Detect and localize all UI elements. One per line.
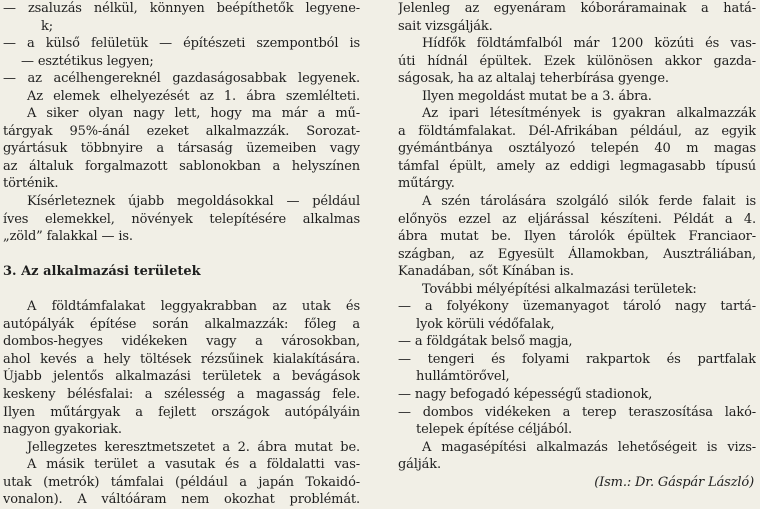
left-column [3, 0, 360, 509]
text-line: További mélyépítési alkalmazási területek: [422, 281, 697, 297]
text-line: dombos-hegyes vidékeken vagy a városokban, [3, 334, 360, 350]
text-line: Hídfők földtámfalból már 1200 közúti és vas- [422, 36, 756, 52]
text-line: nagyon gyakoriak. [3, 422, 122, 438]
text-line: A siker olyan nagy lett, hogy ma már a mű- [27, 106, 360, 122]
text-line: A földtámfalakat leggyakrabban az utak és [27, 299, 360, 315]
text-line: szágban, az Egyesült Államokban, Ausztráliában, [398, 246, 756, 262]
text-line [3, 246, 360, 264]
text-line: ahol kevés a hely töltések rézsűinek kialakítására. [3, 351, 360, 367]
text-line: előnyös ezzel az eljárással készíteni. Példát a 4. [398, 211, 756, 227]
text-line: k; [41, 18, 53, 34]
text-line: ábra mutat be. Ilyen tárolók épültek Franciaor- [398, 229, 756, 245]
text-line: Ilyen műtárgyak a fejlett országok autópályáin [3, 404, 360, 420]
text-line: — zsaluzás nélkül, könnyen beépíthetők legyene- [3, 1, 360, 16]
text-line: A szén tárolására szolgáló silók ferde falait is [422, 194, 756, 210]
text-line: a földtámfalakat. Dél-Afrikában például, az egyik [398, 123, 756, 139]
text-line: — a folyékony üzemanyagot tároló nagy tartá- [398, 299, 756, 315]
text-line: — nagy befogadó képességű stadionok, [398, 387, 653, 403]
text-line: gálják. [398, 457, 441, 473]
text-line: gyémántbánya osztályozó telepén 40 m magas [398, 141, 756, 157]
text-line: Kanadában, sőt Kínában is. [398, 264, 574, 280]
text-line: — a földgátak belső magja, [398, 334, 573, 350]
text-line: — az acélhengereknél gazdaságosabbak legyenek. [3, 71, 360, 87]
text-line: lyok körüli védőfalak, [416, 316, 555, 332]
text-line: úti hídnál épültek. Ezek különösen akkor gazda- [398, 53, 756, 69]
text-line: műtárgy. [398, 176, 455, 192]
text-line: sait vizsgálják. [398, 18, 493, 34]
text-line: A magasépítési alkalmazás lehetőségeit is vizs- [422, 439, 756, 455]
text-line: utak (metrók) támfalai (például a japán Tokaidó- [3, 474, 360, 490]
text-line: — tengeri és folyami rakpartok és partfalak [398, 351, 756, 367]
text-line: az általuk forgalmazott sablonokban a helyszínen [3, 158, 360, 174]
right-column [398, 0, 756, 491]
text-line: tárgyak 95%-ánál ezeket alkalmazzák. Sorozat- [3, 123, 360, 139]
text-line: — esztétikus legyen; [21, 53, 154, 69]
text-line: „zöld” falakkal — is. [3, 229, 133, 245]
author-signature: (Ism.: Dr. Gáspár László) [594, 474, 754, 490]
text-line: A másik terület a vasutak és a földalatti vas- [27, 457, 360, 473]
text-line: Újabb jelentős alkalmazási területek a bevágások [3, 369, 360, 385]
text-line: Az elemek elhelyezését az 1. ábra szemlélteti. [27, 88, 360, 104]
text-line: telepek építése céljából. [416, 422, 572, 438]
text-line: — a külső felületük — építészeti szempontból is [3, 36, 360, 52]
text-line: Jellegzetes keresztmetszetet a 2. ábra mutat be. [27, 439, 360, 455]
text-line: gyártásuk többnyire a társaság üzemeiben vagy [3, 141, 360, 157]
text-line [3, 281, 360, 299]
text-line: támfal épült, amely az eddigi legmagasabb típusú [398, 158, 756, 174]
text-line: — dombos vidékeken a terep teraszosítása lakó- [398, 404, 756, 420]
text-line: történik. [3, 176, 59, 192]
section-heading: 3. Az alkalmazási területek [3, 264, 201, 280]
text-line: Kísérleteznek újabb megoldásokkal — például [27, 194, 360, 210]
text-line: autópályák építése során alkalmazzák: főleg a [3, 316, 360, 332]
text-line: Az ipari létesítmények is gyakran alkalmazzák [422, 106, 756, 122]
text-line: íves elemekkel, növények telepítésére alkalmas [3, 211, 360, 227]
text-line: ságosak, ha az altalaj teherbírása gyenge. [398, 71, 669, 87]
text-line: vonalon). A váltóáram nem okozhat problémát. [3, 492, 360, 508]
text-line: hullámtörővel, [416, 369, 510, 385]
text-line: Ilyen megoldást mutat be a 3. ábra. [422, 88, 652, 104]
text-line: keskeny bélésfalai: a szélesség a magasság fele. [3, 387, 360, 403]
text-line: Jelenleg az egyenáram kóboráramainak a hatá- [398, 1, 756, 16]
